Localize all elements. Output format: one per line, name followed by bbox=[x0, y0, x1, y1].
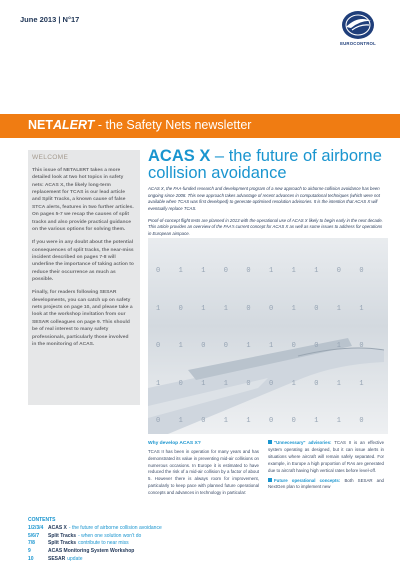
intro-paragraph: Proof-of-concept flight tests are planned in 2013 with the operational use of ACAS X likely to begin early in the next decade. This article provides an overview of the FAA's current concept for ACAS X as well as some issues to address for operations in European airspace. bbox=[148, 217, 383, 236]
binary-row: 0 1 0 0 1 1 0 0 1 0 bbox=[156, 342, 371, 350]
bullet-unnecessary-advisories bbox=[268, 440, 384, 475]
contents-name: SESAR bbox=[48, 555, 66, 562]
contents-desc: - when one solution won't do bbox=[78, 532, 142, 539]
contents-pages: 7/8 bbox=[28, 540, 35, 547]
welcome-paragraph: Finally, for readers following SESAR developments, you can catch up on safety nets projects on page 10, and please take a look at the workshop invitation from our SESAR colleagues on page 9. This should be of real interest to many safety professionals, particularly those involved in the monitoring of ACAS. bbox=[32, 290, 133, 347]
bullet-future-concepts bbox=[268, 478, 384, 492]
welcome-paragraph: This issue of NETALERT takes a more detailed look at two hot topics in safety nets: ACAS X, the likely long-term replacement for TCAS is our lead article and Split Tracks, a known cause of false STCA alerts, features in two further articles. On pages 5-7 we recap the causes of split tracks and also provide practical guidance on the various options for solving them. bbox=[32, 168, 134, 232]
contents-pages: 9 bbox=[28, 548, 31, 554]
contents-name: ACAS Monitoring System Workshop bbox=[48, 548, 135, 554]
bullet-text: Both SESAR and NextGen plan to implement new bbox=[268, 477, 385, 490]
welcome-sidebar bbox=[28, 150, 140, 405]
contents-desc: contribute to near miss bbox=[78, 540, 129, 547]
contents-desc: - the future of airborne collision avoidance bbox=[68, 524, 162, 531]
binary-row: 1 0 1 1 0 0 1 0 1 1 bbox=[156, 379, 371, 388]
article-column-2 bbox=[268, 440, 384, 494]
contents-title: CONTENTS bbox=[28, 517, 56, 523]
welcome-paragraph: If you were in any doubt about the potential consequences of split tracks, the near-miss incident described on pages 7-8 will underline the importance of taking action to reduce their occurrence as much as possible. bbox=[32, 240, 134, 283]
article-intro bbox=[148, 186, 384, 243]
contents-item[interactable] bbox=[28, 548, 162, 556]
eurocontrol-logo bbox=[332, 10, 384, 50]
bullet-square-icon bbox=[268, 440, 272, 444]
body-paragraph: TCAS II has been in operation for many years and has demonstrated its value in preventing mid-air collisions on numerous occasions. In Europe it is estimated to have reduced the risk of a mid-air collision by a factor of about 5. However there is always room for improvement, particularly to keep pace with planned future operational concepts and advances in technology in particular: bbox=[148, 448, 259, 496]
banner-net: NET bbox=[28, 118, 53, 132]
binary-overlay bbox=[156, 240, 386, 434]
bullet-lead: "Unnecessary" advisories: bbox=[274, 440, 332, 445]
article-title bbox=[148, 148, 388, 183]
contents-name: ACAS X bbox=[48, 524, 67, 531]
contents-pages: 10 bbox=[28, 555, 34, 562]
bullet-text: TCAS II is an effective system operating as designed, but it can issue alerts in situations where aircraft will remain safely separated. For example, in Europe a high proportion of RAs are generated due to aircraft having high vertical rates before level-off. bbox=[268, 440, 385, 473]
contents-list bbox=[28, 517, 162, 564]
contents-name: Split Tracks bbox=[48, 532, 77, 539]
article-title-rest: – the future of airborne collision avoidance bbox=[148, 147, 382, 183]
binary-row: 0 1 0 1 1 0 0 1 1 0 bbox=[156, 417, 371, 425]
contents-pages: 5/6/7 bbox=[28, 532, 40, 539]
logo-wordmark: EUROCONTROL bbox=[340, 41, 376, 46]
contents-desc: update bbox=[67, 555, 83, 562]
bullet-square-icon bbox=[268, 478, 272, 482]
contents-name: Split Tracks bbox=[48, 540, 77, 547]
eurocontrol-emblem-icon bbox=[341, 10, 375, 40]
welcome-heading: WELCOME bbox=[32, 154, 69, 161]
newsletter-banner bbox=[0, 114, 400, 138]
article-column-1 bbox=[148, 440, 259, 500]
banner-tagline: - the Safety Nets newsletter bbox=[94, 118, 252, 132]
issue-label: June 2013 | N°17 bbox=[20, 15, 80, 24]
contents-item[interactable] bbox=[28, 533, 162, 541]
bullet-lead: Future operational concepts: bbox=[274, 477, 341, 483]
banner-alert: ALERT bbox=[53, 118, 95, 132]
contents-item[interactable] bbox=[28, 540, 162, 548]
section-heading: Why develop ACAS X? bbox=[148, 441, 201, 446]
article-title-bold: ACAS X bbox=[148, 147, 211, 165]
contents-pages: 1/2/3/4 bbox=[28, 524, 44, 531]
aircraft-photo bbox=[148, 238, 388, 434]
contents-item[interactable] bbox=[28, 556, 162, 564]
contents-item[interactable] bbox=[28, 525, 162, 533]
binary-row: 0 1 1 0 0 1 1 1 0 0 bbox=[156, 267, 371, 275]
intro-paragraph: ACAS X, the FAA-funded research and development program of a new approach to airborne collision avoidance has been ongoing since 2008. This new approach takes advantage of recent advances in computational techniques (which were not available when TCAS was first developed) to generate optimised resolution advisories. It is the intention that ACAS X will eventually replace TCAS. bbox=[148, 186, 380, 211]
binary-row: 1 0 1 1 0 0 1 0 1 1 bbox=[156, 304, 371, 313]
